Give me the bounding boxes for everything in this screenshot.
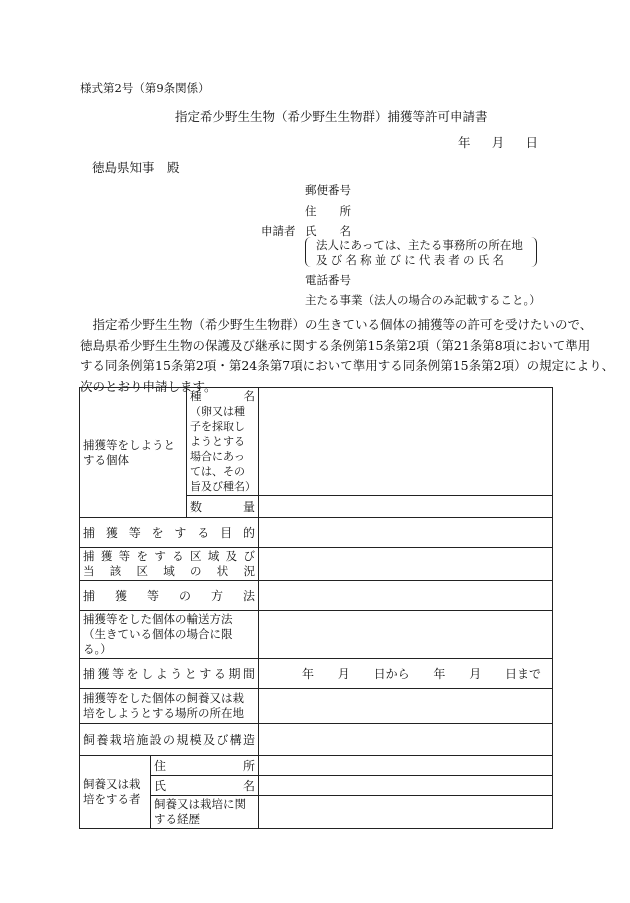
body-text bbox=[80, 315, 615, 397]
area-value[interactable] bbox=[259, 548, 553, 581]
body-line: 指定希少野生生物（希少野生生物群）の生きている個体の捕獲等の許可を受けたいので、 bbox=[80, 317, 593, 332]
keeper-name-label: 氏 名 bbox=[151, 776, 259, 796]
corporate-note-bracket bbox=[305, 237, 537, 267]
document-title: 指定希少野生生物（希少野生生物群）捕獲等許可申請書 bbox=[175, 109, 488, 124]
period-value-row bbox=[262, 665, 549, 682]
area-label-line2: 当該区域の状況 bbox=[83, 564, 255, 578]
period-end-month: 月 bbox=[469, 667, 482, 681]
period-label: 捕獲等をしようとする期間 bbox=[80, 659, 259, 689]
transport-label: 捕獲等をした個体の輸送方法（生きている個体の場合に限る。） bbox=[80, 611, 259, 659]
keeper-address-label: 住 所 bbox=[151, 756, 259, 776]
period-value[interactable] bbox=[259, 659, 553, 689]
corporate-note-line2: 及び名称並びに代表者の氏名 bbox=[316, 253, 508, 267]
postal-code-label: 郵便番号 bbox=[305, 183, 351, 197]
period-end-year: 年 bbox=[433, 667, 446, 681]
area-label-cell bbox=[80, 548, 259, 581]
area-label-line1: 捕獲等をする区域及び bbox=[83, 549, 255, 563]
keeper-history-label: 飼養又は栽培に関する経歴 bbox=[151, 796, 259, 829]
date-row bbox=[458, 133, 538, 151]
keeper-address-value[interactable] bbox=[259, 756, 553, 776]
period-end-day: 日まで bbox=[504, 667, 541, 681]
corporate-note-line1: 法人にあっては、主たる事務所の所在地 bbox=[316, 238, 523, 252]
application-table bbox=[79, 387, 553, 829]
period-start-month: 月 bbox=[337, 667, 350, 681]
facility-value[interactable] bbox=[259, 724, 553, 756]
period-start-year: 年 bbox=[302, 667, 315, 681]
body-line: 次のとおり申請します。 bbox=[80, 378, 217, 394]
period-start-day: 日から bbox=[373, 667, 410, 681]
phone-label: 電話番号 bbox=[305, 273, 351, 287]
transport-value[interactable] bbox=[259, 611, 553, 659]
date-day: 日 bbox=[525, 135, 538, 150]
date-year: 年 bbox=[458, 135, 471, 150]
name-label: 氏 名 bbox=[305, 224, 351, 238]
form-number: 様式第2号（第9条関係） bbox=[80, 81, 210, 95]
quantity-value[interactable] bbox=[259, 496, 553, 518]
species-value[interactable] bbox=[259, 388, 553, 496]
body-line: する同条例第15条第2項・第24条第7項において準用する同条例第15条第2項）の規定により、 bbox=[80, 358, 615, 373]
facility-label: 飼養栽培施設の規模及び構造 bbox=[80, 724, 259, 756]
keeper-label: 飼養又は栽培をする者 bbox=[80, 756, 151, 829]
keeper-history-value[interactable] bbox=[259, 796, 553, 829]
business-label: 主たる事業（法人の場合のみ記載すること。） bbox=[305, 293, 541, 307]
species-label: 種 名 bbox=[190, 389, 255, 403]
method-value[interactable] bbox=[259, 581, 553, 611]
addressee: 徳島県知事 殿 bbox=[92, 160, 180, 175]
breeding-place-value[interactable] bbox=[259, 689, 553, 724]
species-label-cell bbox=[187, 388, 259, 496]
quantity-label: 数 量 bbox=[187, 496, 259, 518]
purpose-value[interactable] bbox=[259, 518, 553, 548]
address-label: 住 所 bbox=[305, 204, 351, 218]
applicant-role-label: 申請者 bbox=[261, 224, 296, 238]
body-line: 徳島県希少野生生物の保護及び継承に関する条例第15条第2項（第21条第8項において準用 bbox=[80, 337, 591, 353]
purpose-label: 捕獲等をする目的 bbox=[80, 518, 259, 548]
keeper-name-value[interactable] bbox=[259, 776, 553, 796]
method-label: 捕獲等の方法 bbox=[80, 581, 259, 611]
breeding-place-label: 捕獲等をした個体の飼養又は栽培をしようとする場所の所在地 bbox=[80, 689, 259, 724]
species-note: （卵又は種子を採取しようとする場合にあっては、その旨及び種名） bbox=[190, 405, 256, 493]
date-month: 月 bbox=[491, 135, 505, 150]
target-label: 捕獲等をしようとする個体 bbox=[80, 388, 187, 518]
